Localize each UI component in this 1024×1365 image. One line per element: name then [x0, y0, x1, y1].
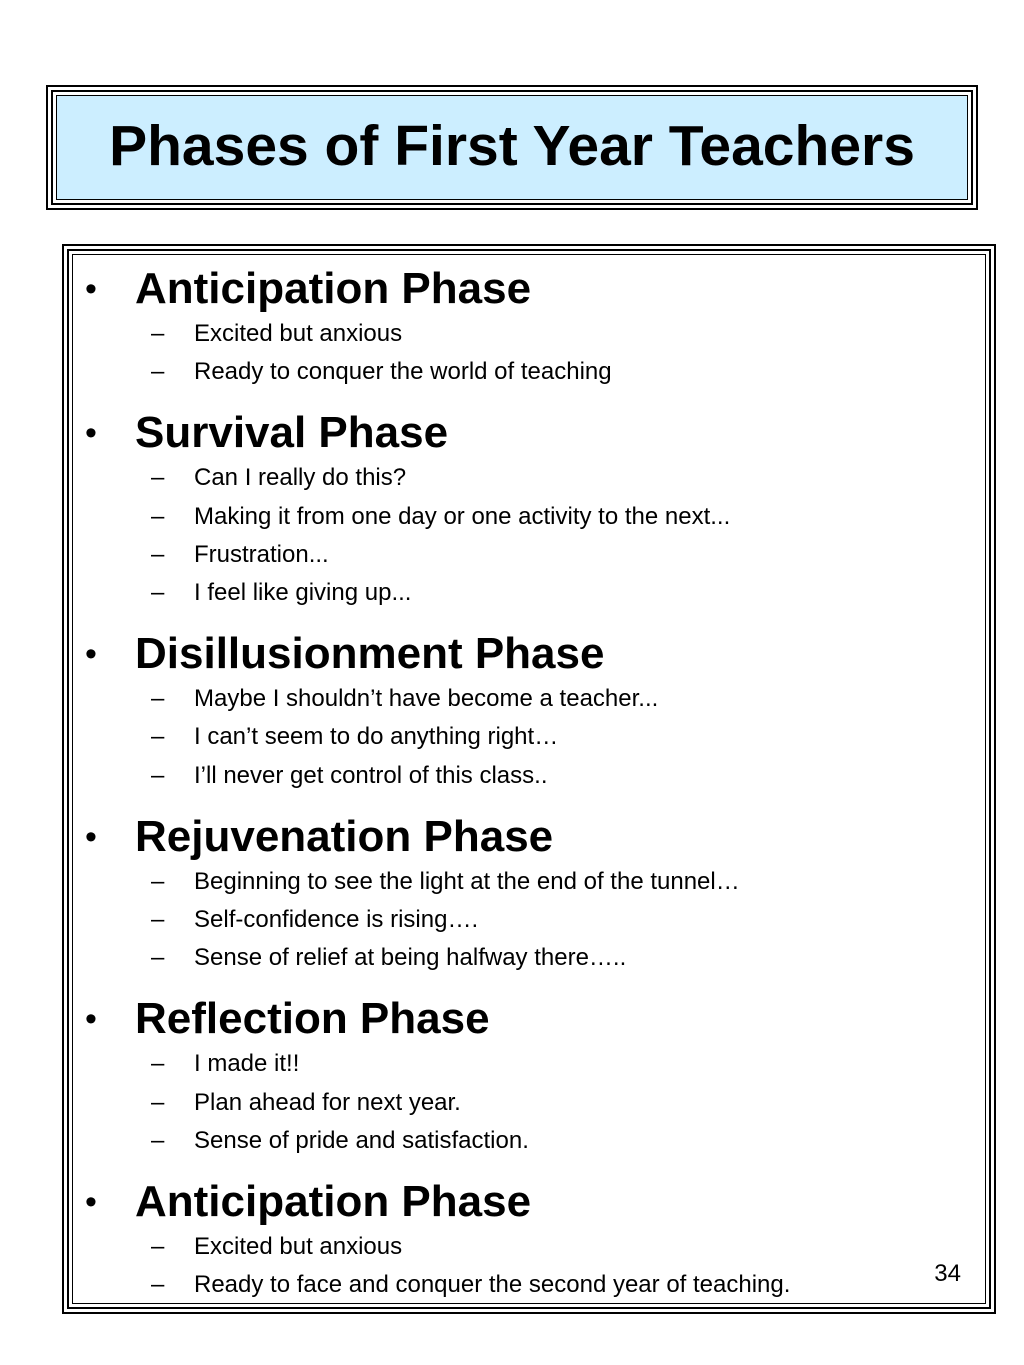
phase-point	[73, 939, 985, 977]
phase-point-text: Plan ahead for next year.	[194, 1088, 461, 1116]
phase-points	[73, 459, 985, 612]
phase-point	[73, 536, 985, 574]
dash-icon: –	[151, 944, 165, 972]
phase-point	[73, 1122, 985, 1160]
phase-item	[73, 407, 985, 612]
phase-point-text: Ready to face and conquer the second year of teaching.	[194, 1271, 791, 1299]
phase-heading	[73, 407, 985, 459]
content-box-inner	[72, 254, 986, 1304]
phase-point	[73, 498, 985, 536]
phase-point	[73, 1083, 985, 1121]
phase-point-text: Beginning to see the light at the end of the tunnel…	[194, 867, 740, 895]
phase-point	[73, 1266, 985, 1304]
phase-point	[73, 459, 985, 497]
phase-heading	[73, 263, 985, 315]
content-box	[62, 244, 996, 1314]
title-box-inner	[56, 95, 968, 200]
phase-point-text: Can I really do this?	[194, 464, 407, 492]
dash-icon: –	[151, 867, 165, 895]
phase-item	[73, 1176, 985, 1304]
slide-title: Phases of First Year Teachers	[109, 113, 915, 178]
phase-points	[73, 680, 985, 795]
phase-point	[73, 1045, 985, 1083]
dash-icon: –	[151, 1232, 165, 1260]
dash-icon: –	[151, 358, 165, 386]
phase-title: Rejuvenation Phase	[135, 811, 554, 861]
dash-icon: –	[151, 723, 165, 751]
dash-icon: –	[151, 1126, 165, 1154]
phase-point	[73, 315, 985, 353]
phase-point-text: Making it from one day or one activity to the next...	[194, 502, 731, 530]
dash-icon: –	[151, 905, 165, 933]
bullet-icon: •	[85, 270, 97, 308]
dash-icon: –	[151, 540, 165, 568]
slide-number: 34	[934, 1260, 961, 1287]
title-box	[46, 85, 978, 210]
phase-point-text: Excited but anxious	[194, 1232, 403, 1260]
phase-point	[73, 901, 985, 939]
phase-point	[73, 863, 985, 901]
phase-title: Reflection Phase	[135, 994, 490, 1044]
phase-heading	[73, 993, 985, 1045]
dash-icon: –	[151, 579, 165, 607]
bullet-icon: •	[85, 635, 97, 674]
phase-item	[73, 628, 985, 795]
dash-icon: –	[151, 320, 165, 348]
dash-icon: –	[151, 1271, 165, 1299]
phase-heading	[73, 1176, 985, 1228]
bullet-icon: •	[85, 1000, 97, 1039]
phase-list	[73, 263, 985, 1320]
phase-point	[73, 353, 985, 391]
bullet-icon: •	[85, 414, 97, 453]
phase-point-text: Ready to conquer the world of teaching	[194, 358, 612, 386]
phase-point	[73, 680, 985, 718]
dash-icon: –	[151, 1050, 165, 1078]
phase-point	[73, 718, 985, 756]
phase-point-text: Maybe I shouldn’t have become a teacher...	[194, 685, 659, 713]
phase-points	[73, 863, 985, 978]
phase-point-text: I’ll never get control of this class..	[194, 761, 548, 789]
dash-icon: –	[151, 761, 165, 789]
bullet-icon: •	[85, 1182, 97, 1221]
phase-points	[73, 1228, 985, 1304]
phase-points	[73, 1045, 985, 1160]
phase-heading	[73, 628, 985, 680]
phase-point-text: I feel like giving up...	[194, 579, 412, 607]
phase-title: Disillusionment Phase	[135, 629, 605, 679]
dash-icon: –	[151, 464, 165, 492]
phase-heading	[73, 811, 985, 863]
dash-icon: –	[151, 502, 165, 530]
phase-points	[73, 315, 985, 391]
phase-item	[73, 993, 985, 1160]
phase-item	[73, 811, 985, 978]
phase-point-text: Sense of relief at being halfway there…..	[194, 944, 627, 972]
dash-icon: –	[151, 1088, 165, 1116]
phase-point	[73, 757, 985, 795]
phase-point-text: I can’t seem to do anything right…	[194, 723, 559, 751]
phase-point	[73, 1228, 985, 1266]
phase-title: Anticipation Phase	[135, 264, 532, 313]
phase-title: Survival Phase	[135, 408, 449, 458]
phase-point-text: Self-confidence is rising….	[194, 905, 479, 933]
dash-icon: –	[151, 685, 165, 713]
phase-item	[73, 263, 985, 391]
phase-point-text: Sense of pride and satisfaction.	[194, 1126, 529, 1154]
phase-title: Anticipation Phase	[135, 1176, 532, 1226]
phase-point-text: Excited but anxious	[194, 320, 403, 348]
phase-point-text: I made it!!	[194, 1050, 300, 1078]
bullet-icon: •	[85, 817, 97, 856]
phase-point	[73, 574, 985, 612]
phase-point-text: Frustration...	[194, 540, 329, 568]
